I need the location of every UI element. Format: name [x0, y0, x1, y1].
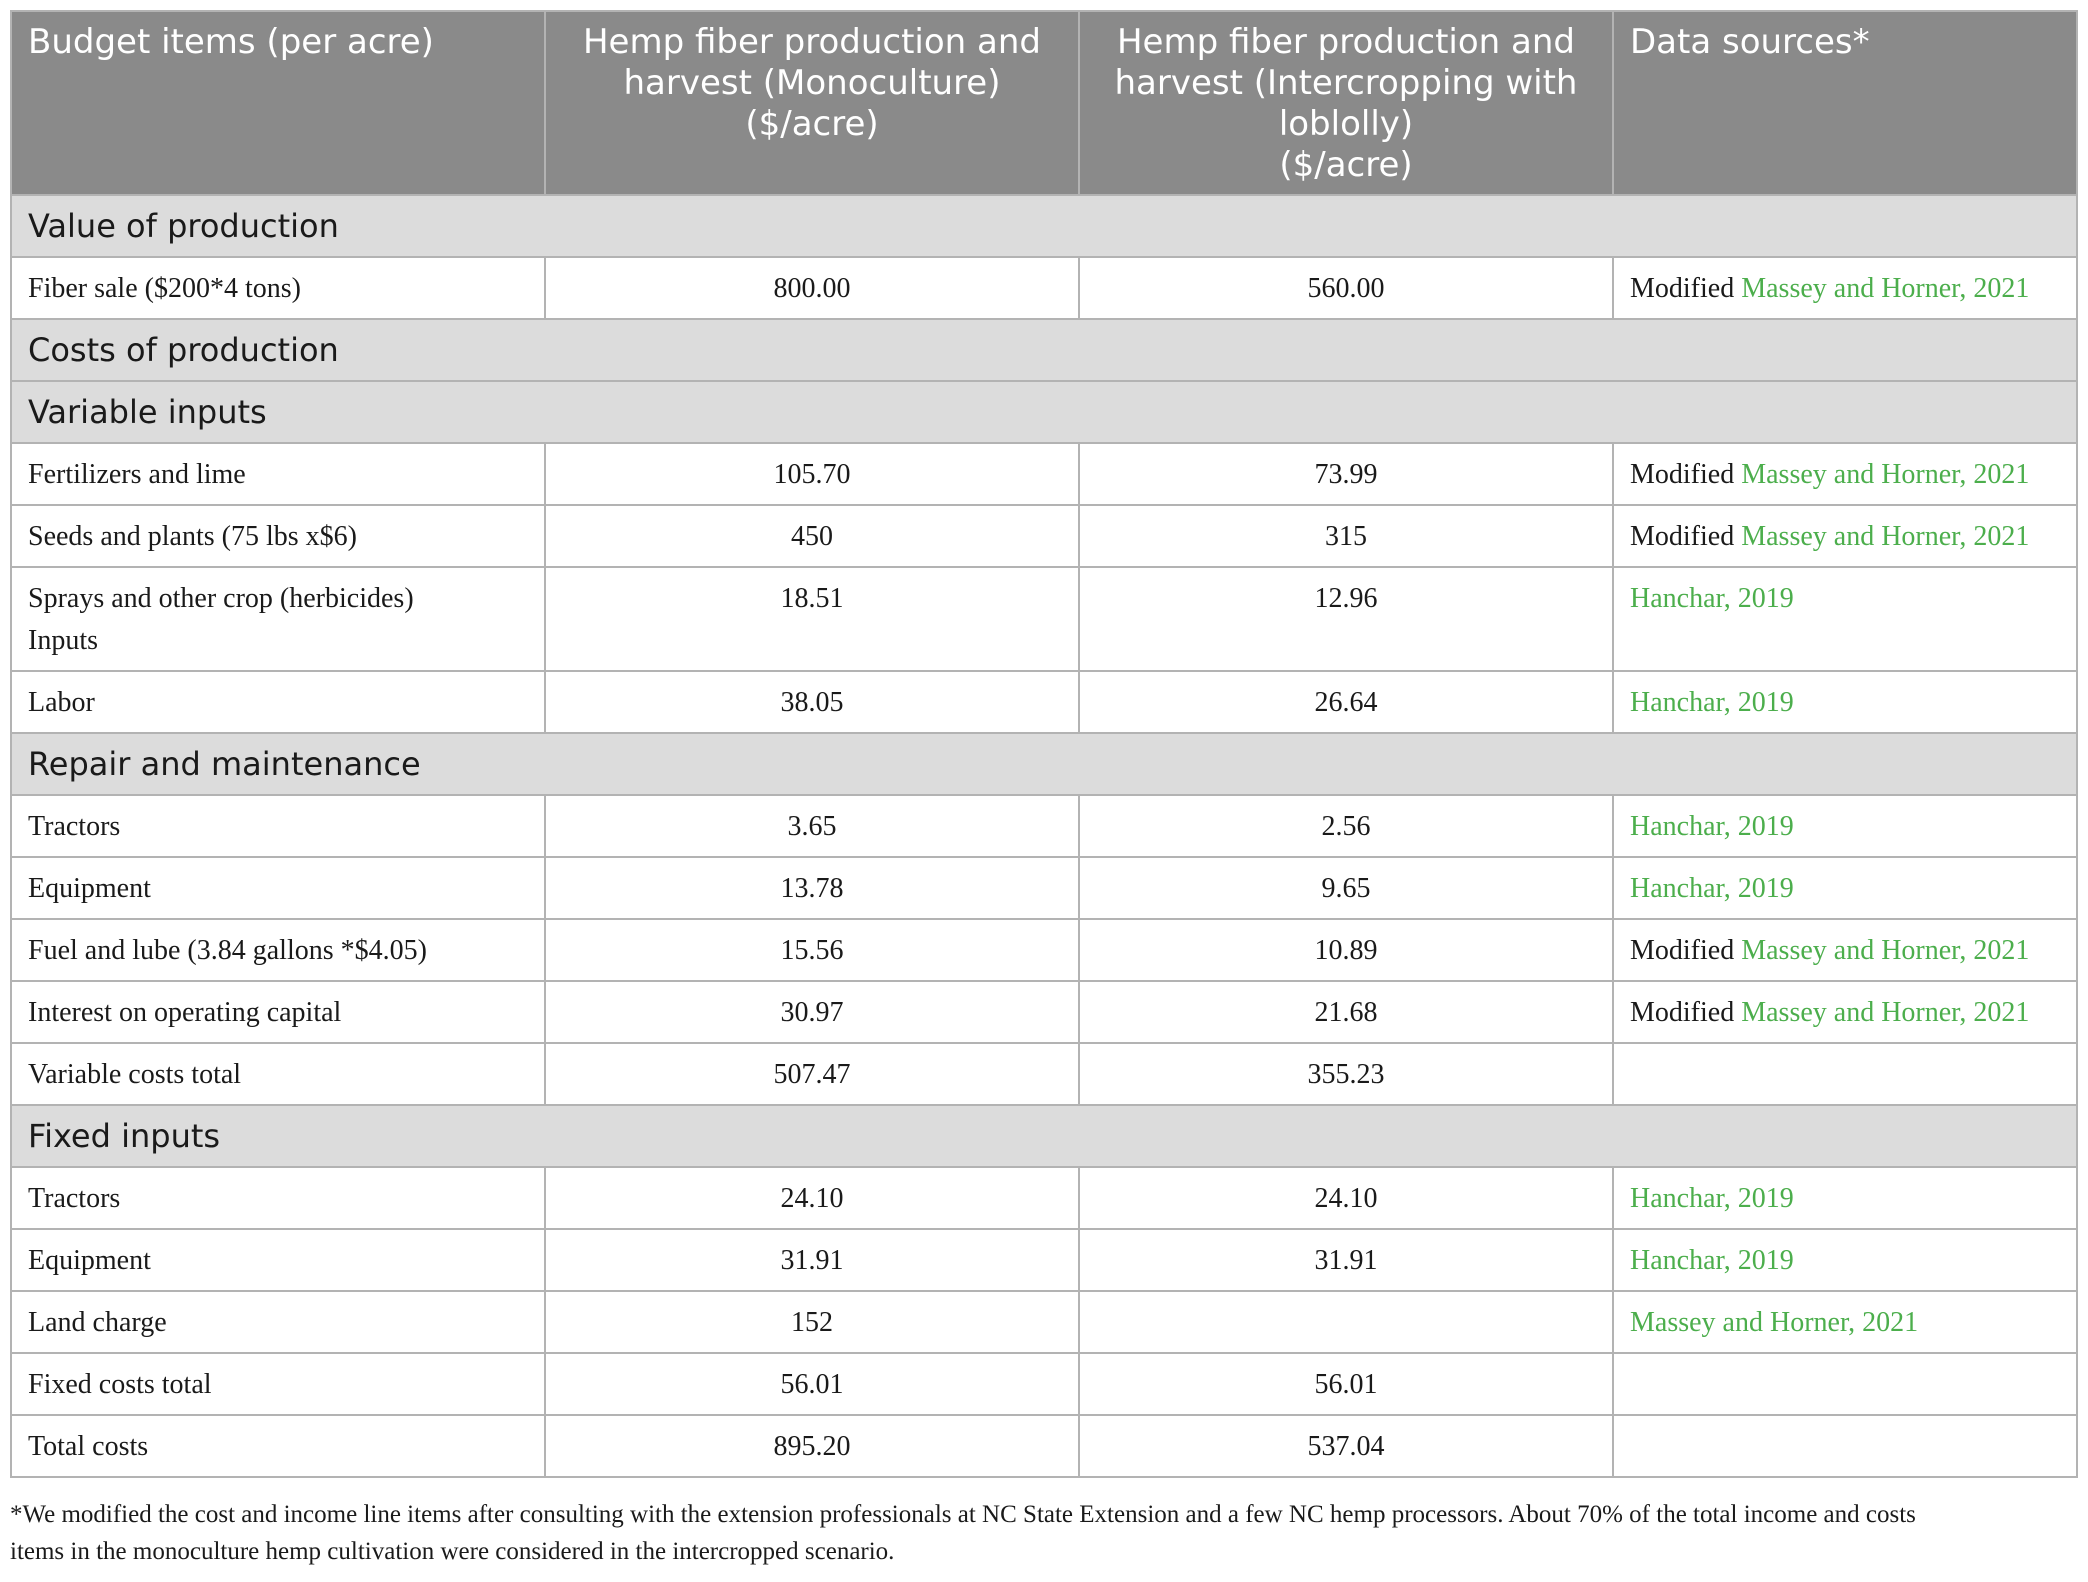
source-link[interactable]: Hanchar, 2019: [1630, 583, 1794, 614]
intercropping-value: 12.96: [1079, 567, 1613, 671]
section-label: Value of production: [11, 195, 2077, 257]
data-source-cell: [1613, 567, 2077, 671]
data-source-cell: [1613, 795, 2077, 857]
monoculture-value: 18.51: [545, 567, 1079, 671]
source-link[interactable]: Hanchar, 2019: [1630, 811, 1794, 842]
table-row: [11, 1415, 2077, 1477]
monoculture-value: 105.70: [545, 443, 1079, 505]
table-row: [11, 671, 2077, 733]
intercropping-value: 537.04: [1079, 1415, 1613, 1477]
section-label: Costs of production: [11, 319, 2077, 381]
source-link[interactable]: Hanchar, 2019: [1630, 1245, 1794, 1276]
data-source-cell: [1613, 257, 2077, 319]
data-source-cell: [1613, 919, 2077, 981]
intercropping-value: 26.64: [1079, 671, 1613, 733]
table-row: [11, 919, 2077, 981]
data-source-cell: [1613, 443, 2077, 505]
header-intercropping: Hemp fiber production and harvest (Intercropping with loblolly) ($/acre): [1079, 11, 1613, 195]
monoculture-value: 24.10: [545, 1167, 1079, 1229]
intercropping-value: 355.23: [1079, 1043, 1613, 1105]
intercropping-value: 21.68: [1079, 981, 1613, 1043]
section-label: Repair and maintenance: [11, 733, 2077, 795]
data-source-cell: [1613, 505, 2077, 567]
source-prefix: Modified: [1630, 997, 1735, 1028]
monoculture-value: 3.65: [545, 795, 1079, 857]
source-link[interactable]: Massey and Horner, 2021: [1630, 1307, 1919, 1338]
source-link[interactable]: Hanchar, 2019: [1630, 1183, 1794, 1214]
source-link[interactable]: Hanchar, 2019: [1630, 687, 1794, 718]
table-row: [11, 1353, 2077, 1415]
header-budget-items: Budget items (per acre): [11, 11, 545, 195]
section-row-repair-and-maintenance: [11, 733, 2077, 795]
data-source-cell: [1613, 1229, 2077, 1291]
monoculture-value: 450: [545, 505, 1079, 567]
row-label: Fiber sale ($200*4 tons): [11, 257, 545, 319]
intercropping-value: 315: [1079, 505, 1613, 567]
row-label: Total costs: [11, 1415, 545, 1477]
monoculture-value: 38.05: [545, 671, 1079, 733]
intercropping-value: [1079, 1291, 1613, 1353]
section-row-variable-inputs: [11, 381, 2077, 443]
data-source-cell: [1613, 1415, 2077, 1477]
source-link[interactable]: Massey and Horner, 2021: [1741, 521, 2030, 552]
table-row: [11, 857, 2077, 919]
source-prefix: Modified: [1630, 521, 1735, 552]
source-link[interactable]: Massey and Horner, 2021: [1741, 997, 2030, 1028]
source-prefix: Modified: [1630, 459, 1735, 490]
intercropping-value: 31.91: [1079, 1229, 1613, 1291]
header-data-sources: Data sources*: [1613, 11, 2077, 195]
table-row: [11, 981, 2077, 1043]
table-row: [11, 1229, 2077, 1291]
section-row-fixed-inputs: [11, 1105, 2077, 1167]
row-label: Labor: [11, 671, 545, 733]
header-monoculture: Hemp fiber production and harvest (Monoculture) ($/acre): [545, 11, 1079, 195]
table-footnote: [10, 1496, 2080, 1570]
footnote-line-2: items in the monoculture hemp cultivation were considered in the intercropped scenario.: [10, 1538, 895, 1565]
section-label: Fixed inputs: [11, 1105, 2077, 1167]
data-source-cell: [1613, 1043, 2077, 1105]
intercropping-value: 10.89: [1079, 919, 1613, 981]
intercropping-value: 24.10: [1079, 1167, 1613, 1229]
monoculture-value: 507.47: [545, 1043, 1079, 1105]
source-prefix: Modified: [1630, 273, 1735, 304]
monoculture-value: 56.01: [545, 1353, 1079, 1415]
data-source-cell: [1613, 671, 2077, 733]
table-header-row: [11, 11, 2077, 195]
section-row-costs-of-production: [11, 319, 2077, 381]
row-label: Fixed costs total: [11, 1353, 545, 1415]
source-link[interactable]: Hanchar, 2019: [1630, 873, 1794, 904]
data-source-cell: [1613, 1353, 2077, 1415]
row-label: Sprays and other crop (herbicides) Inputs: [11, 567, 545, 671]
intercropping-value: 560.00: [1079, 257, 1613, 319]
source-link[interactable]: Massey and Horner, 2021: [1741, 273, 2030, 304]
source-prefix: Modified: [1630, 935, 1735, 966]
monoculture-value: 15.56: [545, 919, 1079, 981]
monoculture-value: 31.91: [545, 1229, 1079, 1291]
row-label: Interest on operating capital: [11, 981, 545, 1043]
table-row: [11, 795, 2077, 857]
table-row: [11, 443, 2077, 505]
intercropping-value: 9.65: [1079, 857, 1613, 919]
row-label: Equipment: [11, 1229, 545, 1291]
row-label: Fertilizers and lime: [11, 443, 545, 505]
table-row: [11, 505, 2077, 567]
table-row: [11, 257, 2077, 319]
table-row: [11, 1291, 2077, 1353]
data-source-cell: [1613, 981, 2077, 1043]
monoculture-value: 800.00: [545, 257, 1079, 319]
row-label: Fuel and lube (3.84 gallons *$4.05): [11, 919, 545, 981]
row-label: Variable costs total: [11, 1043, 545, 1105]
budget-table-container: [10, 10, 2076, 1478]
section-label: Variable inputs: [11, 381, 2077, 443]
intercropping-value: 2.56: [1079, 795, 1613, 857]
row-label: Equipment: [11, 857, 545, 919]
intercropping-value: 56.01: [1079, 1353, 1613, 1415]
table-row: [11, 1167, 2077, 1229]
intercropping-value: 73.99: [1079, 443, 1613, 505]
section-row-value-of-production: [11, 195, 2077, 257]
row-label: Land charge: [11, 1291, 545, 1353]
source-link[interactable]: Massey and Horner, 2021: [1741, 459, 2030, 490]
monoculture-value: 152: [545, 1291, 1079, 1353]
row-label: Tractors: [11, 1167, 545, 1229]
footnote-line-1: *We modified the cost and income line items after consulting with the extension professionals at NC State Extension and a few NC hemp processors. About 70% of the total income and costs: [10, 1501, 1916, 1528]
table-row: [11, 1043, 2077, 1105]
data-source-cell: [1613, 857, 2077, 919]
data-source-cell: [1613, 1291, 2077, 1353]
source-link[interactable]: Massey and Horner, 2021: [1741, 935, 2030, 966]
row-label: Seeds and plants (75 lbs x$6): [11, 505, 545, 567]
monoculture-value: 13.78: [545, 857, 1079, 919]
table-row: [11, 567, 2077, 671]
data-source-cell: [1613, 1167, 2077, 1229]
row-label: Tractors: [11, 795, 545, 857]
monoculture-value: 895.20: [545, 1415, 1079, 1477]
budget-table: [10, 10, 2078, 1478]
monoculture-value: 30.97: [545, 981, 1079, 1043]
